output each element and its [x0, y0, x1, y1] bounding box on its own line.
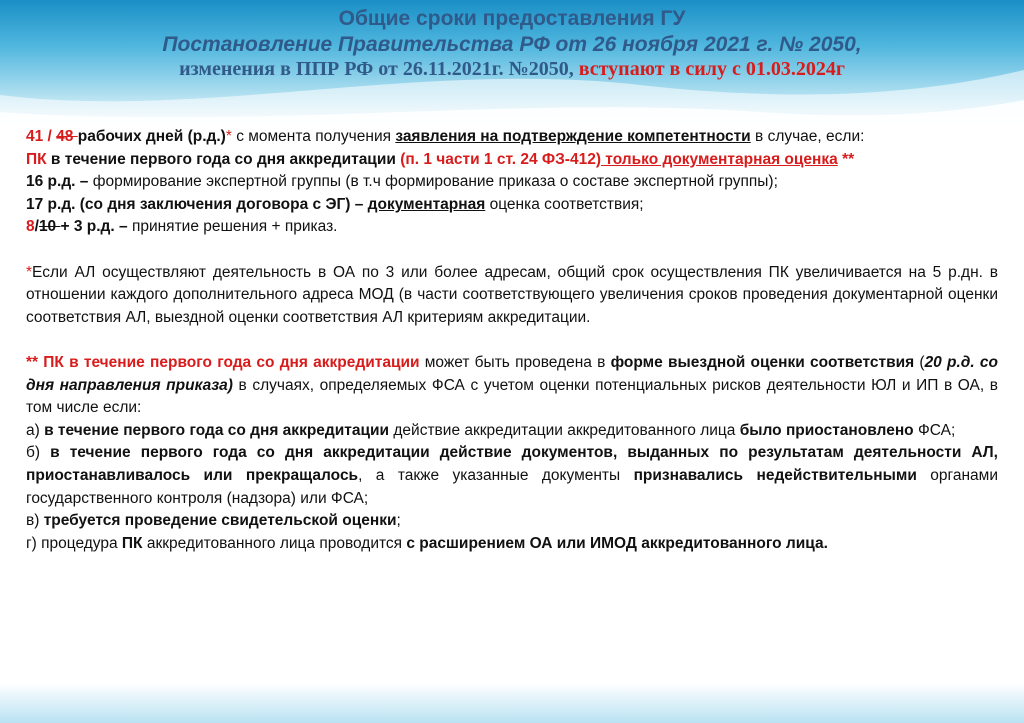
- footer-gradient-background: [0, 683, 1024, 723]
- item-b-bold2: признавались недействительными: [633, 466, 917, 484]
- step-17-doc: документарная: [367, 195, 486, 213]
- paragraph-condition: [26, 149, 998, 172]
- item-b-tail: органами государственного контроля (надзора) или ФСА;: [26, 466, 998, 507]
- term-new-number: 41: [26, 128, 44, 145]
- note-onsite-rest: в случаях, определяемых ФСА с учетом оценки потенциальных рисков деятельности ЮЛ и ИП в ОА, в том числе если:: [26, 376, 998, 417]
- note-addresses: [26, 262, 998, 330]
- amendment-text: изменения в ППР РФ от 26.11.2021г. №2050,: [179, 58, 574, 80]
- paragraph-step-16: [26, 171, 998, 194]
- condition-stars: **: [837, 150, 855, 168]
- term-old-number: 48: [56, 128, 78, 145]
- paragraph-step-decision: [26, 216, 998, 239]
- step-16-text: формирование экспертной группы (в т.ч формирование приказа о составе экспертной группы);: [88, 173, 778, 191]
- list-item-d: [26, 533, 998, 556]
- condition-first-year: в течение первого года со дня аккредитации: [46, 150, 401, 168]
- term-case: в случае, если:: [750, 128, 865, 145]
- decision-old-number: 10: [38, 218, 61, 236]
- note-onsite-open: (: [914, 353, 925, 371]
- list-item-b: [26, 442, 998, 510]
- list-item-a: [26, 420, 998, 443]
- item-a-mid: действие аккредитации аккредитованного лица: [389, 421, 740, 439]
- item-b-mid: , а также указанные документы: [358, 466, 634, 484]
- item-c-bold1: требуется проведение свидетельской оценки: [43, 512, 397, 530]
- item-c-tail: ;: [396, 512, 401, 530]
- slide-subtitle: Постановление Правительства РФ от 26 ноября 2021 г. № 2050,: [162, 33, 862, 56]
- item-d-bold1: ПК: [121, 534, 143, 552]
- slide-body: [26, 126, 998, 555]
- term-application: заявления на подтверждение компетентности: [395, 128, 751, 145]
- decision-new-number: 8: [26, 218, 35, 236]
- note-onsite-term: 20 р.д. со дня направления приказа): [26, 353, 998, 394]
- effective-date-text: вступают в силу с 01.03.2024г: [573, 58, 845, 80]
- item-a-bold1: в течение первого года со дня аккредитации: [44, 421, 390, 439]
- condition-doc-only: только документарная оценка: [601, 150, 838, 168]
- item-c-label: в): [26, 512, 44, 530]
- spacer: [26, 239, 998, 262]
- decision-rest: + 3 р.д. –: [60, 218, 128, 236]
- slide-title: Общие сроки предоставления ГУ: [338, 7, 686, 30]
- term-from: с момента получения: [231, 128, 396, 145]
- item-a-tail: ФСА;: [913, 421, 956, 439]
- note-addresses-star: *: [26, 263, 33, 281]
- condition-ref: (п. 1 части 1 ст. 24 ФЗ-412): [400, 150, 601, 168]
- decision-slash: /: [34, 218, 39, 236]
- note-onsite-mid: может быть проведена в: [419, 353, 611, 371]
- spacer: [26, 329, 998, 352]
- step-17-text: оценка соответствия;: [485, 195, 644, 213]
- step-17-days: 17 р.д. (со дня заключения договора с ЭГ) –: [26, 195, 368, 213]
- item-a-label: а): [26, 421, 45, 439]
- item-d-bold2: с расширением ОА или ИМОД аккредитованного лица.: [406, 534, 828, 552]
- paragraph-step-17: [26, 194, 998, 217]
- condition-pk: ПК: [26, 150, 47, 168]
- term-slash: /: [43, 128, 57, 145]
- item-d-label: г) процедура: [26, 534, 122, 552]
- decision-text: принятие решения + приказ.: [127, 218, 338, 236]
- note-onsite-lead: ** ПК в течение первого года со дня аккредитации: [26, 353, 420, 371]
- paragraph-term: [26, 126, 998, 149]
- item-a-bold2: было приостановлено: [739, 421, 914, 439]
- slide-header: [0, 6, 1024, 82]
- term-star: *: [225, 128, 232, 145]
- note-onsite: [26, 352, 998, 420]
- note-onsite-form: форме выездной оценки соответствия: [610, 353, 915, 371]
- item-b-label: б): [26, 444, 51, 462]
- slide-amendment-line: [0, 57, 1024, 82]
- item-b-bold1: в течение первого года со дня аккредитации действие документов, выданных по результатам деятельности АЛ, приостанавливалось или прекращалось: [26, 444, 998, 484]
- term-days: рабочих дней (р.д.): [77, 128, 226, 145]
- step-16-days: 16 р.д. –: [26, 173, 89, 191]
- note-addresses-text: Если АЛ осуществляют деятельность в ОА по 3 или более адресам, общий срок осуществления ПК увеличивается на 5 р.дн. в отношении каждого дополнительного адреса МОД (в части соответствующего увеличения сроков проведения документарной оценки соответствия АЛ, выездной оценки соответствия АЛ критериям аккредитации.: [26, 263, 998, 326]
- list-item-c: [26, 510, 998, 533]
- item-d-mid: аккредитованного лица проводится: [142, 534, 407, 552]
